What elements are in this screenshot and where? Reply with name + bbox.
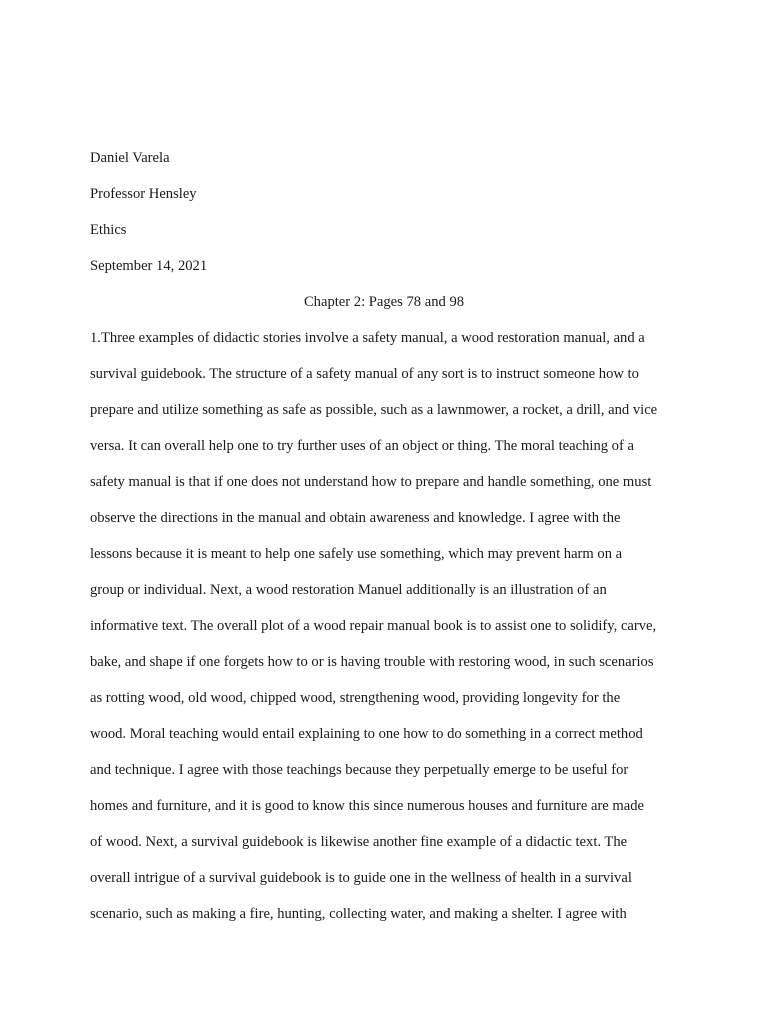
body-line-13: and technique. I agree with those teachings because they perpetually emerge to be useful for <box>90 762 629 778</box>
submission-date: September 14, 2021 <box>90 258 208 274</box>
body-line-14: homes and furniture, and it is good to know this since numerous houses and furniture are made <box>90 798 645 814</box>
body-line-6: observe the directions in the manual and obtain awareness and knowledge. I agree with the <box>90 510 621 526</box>
body-line-8: group or individual. Next, a wood restoration Manuel additionally is an illustration of an <box>90 582 607 598</box>
body-line-12: wood. Moral teaching would entail explaining to one how to do something in a correct method <box>90 726 643 742</box>
page-title: Chapter 2: Pages 78 and 98 <box>303 294 465 310</box>
body-line-4: versa. It can overall help one to try further uses of an object or thing. The moral teaching of a <box>90 438 634 454</box>
body-line-3: prepare and utilize something as safe as possible, such as a lawnmower, a rocket, a drill, and vice <box>90 402 658 418</box>
body-line-5: safety manual is that if one does not understand how to prepare and handle something, one must <box>90 474 652 490</box>
body-line-17: scenario, such as making a fire, hunting, collecting water, and making a shelter. I agree with <box>90 906 627 922</box>
body-line-2: survival guidebook. The structure of a safety manual of any sort is to instruct someone how to <box>90 366 639 382</box>
body-line-1: 1.Three examples of didactic stories involve a safety manual, a wood restoration manual, and a <box>90 330 645 346</box>
body-line-10: bake, and shape if one forgets how to or is having trouble with restoring wood, in such scenarios <box>90 654 654 670</box>
body-line-11: as rotting wood, old wood, chipped wood, strengthening wood, providing longevity for the <box>90 690 621 706</box>
professor-name: Professor Hensley <box>90 186 197 202</box>
body-line-9: informative text. The overall plot of a wood repair manual book is to assist one to solidify, carve, <box>90 618 657 634</box>
body-line-7: lessons because it is meant to help one safely use something, which may prevent harm on a <box>90 546 623 562</box>
body-line-16: overall intrigue of a survival guidebook is to guide one in the wellness of health in a survival <box>90 870 632 886</box>
course-name: Ethics <box>90 222 127 238</box>
student-name: Daniel Varela <box>90 150 170 166</box>
body-line-15: of wood. Next, a survival guidebook is likewise another fine example of a didactic text. The <box>90 834 628 850</box>
